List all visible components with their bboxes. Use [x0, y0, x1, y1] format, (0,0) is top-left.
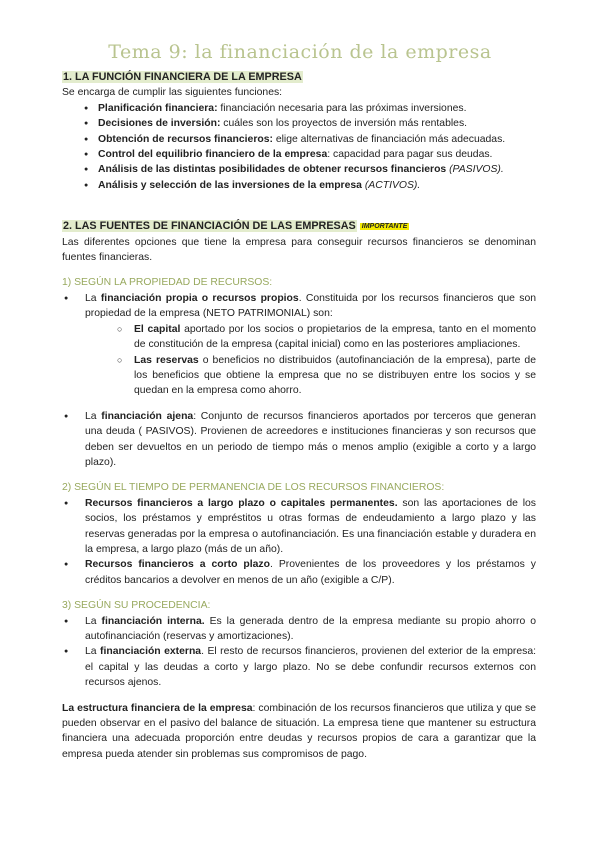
important-badge: IMPORTANTE: [361, 223, 408, 231]
list-item: ● Decisiones de inversión: cuáles son los proyectos de inversión más rentables.: [62, 116, 536, 131]
document-content: [62, 70, 536, 762]
estructura-financiera-paragraph: La estructura financiera de la empresa: combinación de los recursos financieros que utiliza y que se pueden observar en el pasivo del balance de situación. La empresa tiene que mantener su estructura financiera una adecuada proporción entre deudas y recursos propios de cara a garantizar que la empresa pueda atender sin problemas sus compromisos de pago.: [62, 702, 537, 760]
list-item-corto-plazo: ● Recursos financieros a corto plazo. Provenientes de los proveedores y los préstamos y créditos bancarios a devolver en menos de un año (exigible a C/P).: [62, 557, 536, 588]
list-item: ● Análisis y selección de las inversiones de la empresa (ACTIVOS).: [62, 178, 536, 193]
subsection-3-title: 3) SEGÚN SU PROCEDENCIA:: [62, 600, 211, 612]
document-title: Tema 9: la financiación de la empresa: [108, 41, 492, 63]
section-2-intro: Las diferentes opciones que tiene la empresa para conseguir recursos financieros se denominan fuentes financieras.: [62, 236, 536, 264]
subsection-2-title: 2) SEGÚN EL TIEMPO DE PERMANENCIA DE LOS RECURSOS FINANCIEROS:: [62, 482, 445, 494]
section-1-intro: Se encarga de cumplir las siguientes funciones:: [62, 87, 283, 99]
section-1-heading: 1. LA FUNCIÓN FINANCIERA DE LA EMPRESA: [63, 71, 302, 83]
list-item-financiacion-externa: ● La financiación externa. El resto de recursos financieros, provienen del exterior de la empresa: el capital y las deudas a corto y largo plazo. No se debe confundir recursos externos con recursos ajenos.: [62, 644, 536, 690]
function-list: [62, 101, 536, 193]
section-2-heading: 2. LAS FUENTES DE FINANCIACIÓN DE LAS EMPRESAS IMPORTANTE: [63, 220, 408, 233]
list-item-capital: ○ El capital aportado por los socios o propietarios de la empresa, tanto en el momento de constitución de la empresa (capital inicial) como en las posteriores ampliaciones.: [62, 322, 536, 353]
list-item: ● Análisis de las distintas posibilidades de obtener recursos financieros (PASIVOS).: [62, 162, 536, 177]
list-item: ● Obtención de recursos financieros: elige alternativas de financiación más adecuadas.: [62, 132, 536, 147]
list-item-largo-plazo: ● Recursos financieros a largo plazo o capitales permanentes. son las aportaciones de los socios, los préstamos y empréstitos u otras formas de endeudamiento a largo plazo y las reservas generadas por la empresa o autofinanciación. Es una financiación estable y duradera en la empresa, a largo plazo (más de un año).: [62, 496, 536, 558]
list-item: ● Planificación financiera: financiación necesaria para las próximas inversiones.: [62, 101, 536, 116]
list-item: ● Control del equilibrio financiero de la empresa: capacidad para pagar sus deudas.: [62, 147, 536, 162]
list-item-financiacion-interna: ● La financiación interna. Es la generada dentro de la empresa mediante su propio ahorro o autofinanciación (reservas y amortizaciones).: [62, 614, 536, 645]
subsection-1-title: 1) SEGÚN LA PROPIEDAD DE RECURSOS:: [62, 277, 273, 289]
list-item-reservas: ○ Las reservas o beneficios no distribuidos (autofinanciación de la empresa), parte de los beneficios que obtiene la empresa que no se distribuyen entre los socios y se quedan en la empresa como ahorro.: [62, 353, 536, 399]
list-item-financiacion-propia: ● La financiación propia o recursos propios. Constituida por los recursos financieros que son propiedad de la empresa (NETO PATRIMONIAL) son: ○ El capital aportado por los socios o propietarios de la empresa, tanto en el momento de constitución de la empresa (capital inicial) como en las posteriores ampliaciones. ○ Las reservas o beneficios no distribuidos (autofinanciación de la empresa), parte de los beneficios que obtiene la empresa que no se distribuyen entre los socios y se quedan en la empresa como ahorro.: [62, 291, 536, 399]
list-item-financiacion-ajena: ● La financiación ajena: Conjunto de recursos financieros aportados por terceros que generan una deuda ( PASIVOS). Provienen de acreedores e instituciones financieras y son recursos que deben ser devueltos en un periodo de tiempo más o menos amplio (exigible a corto y a largo plazo).: [62, 409, 536, 471]
